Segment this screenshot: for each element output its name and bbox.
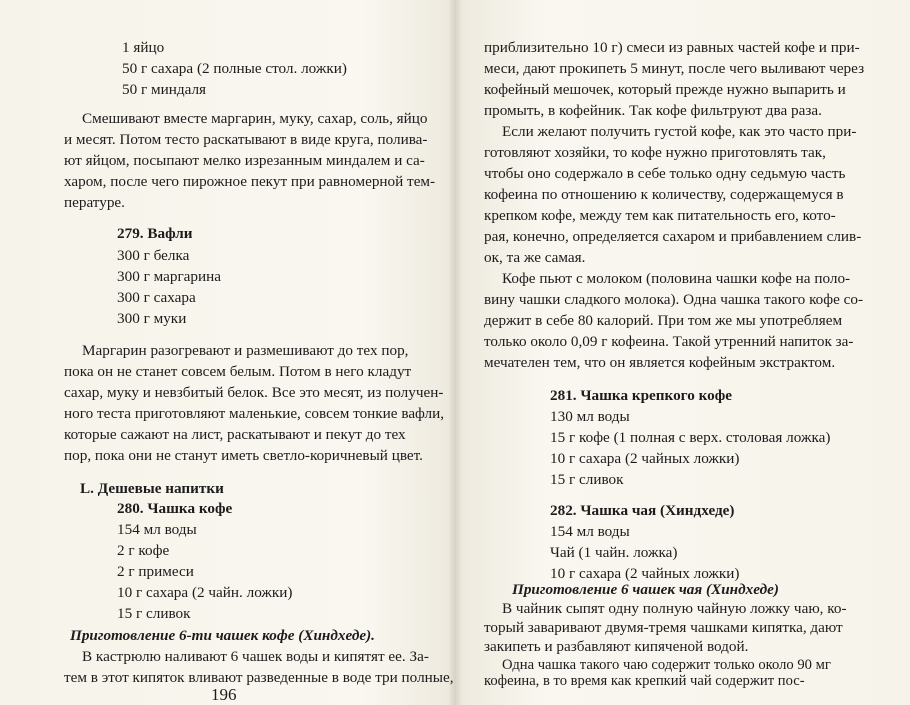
ingredient-line: 1 яйцо bbox=[122, 39, 165, 56]
page-number: 196 bbox=[211, 685, 237, 704]
paragraph-line: харом, после чего пирожное пекут при равномерной тем- bbox=[64, 173, 436, 190]
paragraph-line: которые сажают на лист, раскатывают и пекут до тех bbox=[64, 426, 406, 443]
paragraph-line: Если желают получить густой кофе, как это часто при- bbox=[502, 123, 857, 140]
prep-heading: Приготовление 6 чашек чая (Хиндхеде) bbox=[512, 581, 779, 598]
ingredient-line: 154 мл воды bbox=[117, 521, 197, 538]
right-page bbox=[455, 0, 910, 705]
ingredient-line: 10 г сахара (2 чайных ложки) bbox=[550, 565, 740, 582]
ingredient-line: 2 г примеси bbox=[117, 563, 194, 580]
paragraph-line: и месят. Потом тесто раскатывают в виде круга, полива- bbox=[64, 131, 428, 148]
ingredient-line: 2 г кофе bbox=[117, 542, 170, 559]
paragraph-line: только около 0,09 г кофеина. Такой утренний напиток за- bbox=[484, 333, 854, 350]
paragraph-line: пературе. bbox=[64, 194, 125, 211]
ingredient-line: 300 г сахара bbox=[117, 289, 196, 306]
paragraph-line: пока он не станет совсем белым. Потом в него кладут bbox=[64, 363, 412, 380]
ingredient-line: 130 мл воды bbox=[550, 408, 630, 425]
section-heading: L. Дешевые напитки bbox=[80, 480, 224, 497]
ingredient-line: 10 г сахара (2 чайн. ложки) bbox=[117, 584, 293, 601]
recipe-title: 281. Чашка крепкого кофе bbox=[550, 387, 732, 404]
paragraph-line: вину чашки сладкого молока). Одна чашка такого кофе со- bbox=[484, 291, 864, 308]
ingredient-line: 50 г сахара (2 полные стол. ложки) bbox=[122, 60, 347, 77]
ingredient-line: 15 г сливок bbox=[550, 471, 624, 488]
paragraph-line: закипеть и разбавляют кипяченой водой. bbox=[484, 638, 749, 655]
ingredient-line: 300 г маргарина bbox=[117, 268, 222, 285]
paragraph-line: сахар, муку и невзбитый белок. Все это месят, из получен- bbox=[64, 384, 444, 401]
prep-heading: Приготовление 6-ти чашек кофе (Хиндхеде). bbox=[70, 627, 375, 644]
paragraph-line: кофеина по отношению к количеству, содержащемуся в bbox=[484, 186, 844, 203]
ingredient-line: 10 г сахара (2 чайных ложки) bbox=[550, 450, 740, 467]
paragraph-line: чтобы оно содержало в себе только одну седьмую часть bbox=[484, 165, 846, 182]
ingredient-line: 15 г кофе (1 полная с верх. столовая ложка) bbox=[550, 429, 831, 446]
paragraph-line: готовляют хозяйки, то кофе нужно приготовлять так, bbox=[484, 144, 826, 161]
ingredient-line: 300 г муки bbox=[117, 310, 187, 327]
paragraph-line: Одна чашка такого чаю содержит только около 90 мг bbox=[502, 657, 831, 673]
recipe-title: 280. Чашка кофе bbox=[117, 500, 233, 517]
paragraph-line: Кофе пьют с молоком (половина чашки кофе на поло- bbox=[502, 270, 851, 287]
paragraph-line: ного теста приготовляют маленькие, совсем тонкие вафли, bbox=[64, 405, 445, 422]
paragraph-line: пор, пока они не станут иметь светло-коричневый цвет. bbox=[64, 447, 423, 464]
paragraph-line: промыть, в кофейник. Так кофе фильтруют два раза. bbox=[484, 102, 822, 119]
paragraph-line: В кастрюлю наливают 6 чашек воды и кипятят ее. За- bbox=[82, 648, 429, 665]
recipe-title: 282. Чашка чая (Хиндхеде) bbox=[550, 502, 735, 519]
ingredient-line: 50 г миндаля bbox=[122, 81, 207, 98]
paragraph-line: В чайник сыпят одну полную чайную ложку чаю, ко- bbox=[502, 600, 847, 617]
paragraph-line: торый заваривают двумя-тремя чашками кипятка, дают bbox=[484, 619, 843, 636]
paragraph-line: ют яйцом, посыпают мелко изрезанным миндалем и са- bbox=[64, 152, 425, 169]
paragraph-line: тем в этот кипяток вливают разведенные в воде три полные, bbox=[64, 669, 454, 686]
paragraph-line: мечателен тем, что он является кофейным экстрактом. bbox=[484, 354, 836, 371]
paragraph-line: Смешивают вместе маргарин, муку, сахар, соль, яйцо bbox=[82, 110, 428, 127]
paragraph-line: меси, дают прокипеть 5 минут, после чего выливают через bbox=[484, 60, 865, 77]
recipe-title: 279. Вафли bbox=[117, 225, 193, 242]
paragraph-line: приблизительно 10 г) смеси из равных частей кофе и при- bbox=[484, 39, 860, 56]
ingredient-line: Чай (1 чайн. ложка) bbox=[550, 544, 678, 561]
paragraph-line: кофеина, в то время как крепкий чай содержит пос- bbox=[484, 673, 805, 689]
paragraph-line: крепком кофе, между тем как питательность его, кото- bbox=[484, 207, 836, 224]
ingredient-line: 154 мл воды bbox=[550, 523, 630, 540]
paragraph-line: держит в себе 80 калорий. При том же мы употребляем bbox=[484, 312, 843, 329]
ingredient-line: 300 г белка bbox=[117, 247, 190, 264]
paragraph-line: кофейный мешочек, который прежде нужно выпарить и bbox=[484, 81, 846, 98]
paragraph-line: рая, конечно, определяется сахаром и прибавлением слив- bbox=[484, 228, 862, 245]
paragraph-line: Маргарин разогревают и размешивают до тех пор, bbox=[82, 342, 409, 359]
paragraph-line: ок, та же самая. bbox=[484, 249, 586, 266]
ingredient-line: 15 г сливок bbox=[117, 605, 191, 622]
